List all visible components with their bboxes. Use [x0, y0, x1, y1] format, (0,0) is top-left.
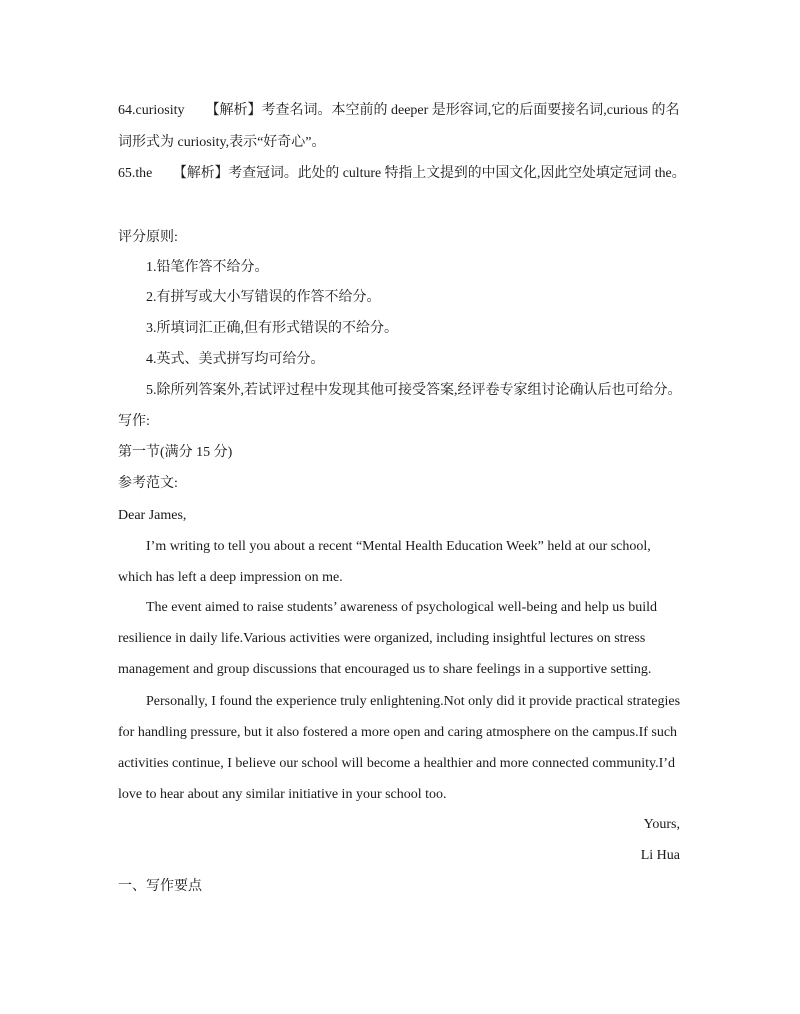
writing-points-heading: 一、写作要点	[118, 879, 202, 894]
letter-line: The event aimed to raise students’ awareness of psychological well-being and help us build	[146, 600, 657, 615]
letter-signature: Li Hua	[640, 848, 680, 863]
answer-64-line-2: 词形式为 curiosity,表示“好奇心”。	[118, 135, 326, 150]
letter-line: which has left a deep impression on me.	[118, 570, 343, 585]
letter-line: management and group discussions that encouraged us to share feelings in a supportive setting.	[118, 662, 652, 677]
answer-64-line-1: 64.curiosity 【解析】考查名词。本空前的 deeper 是形容词,它的后面要接名词,curious 的名	[118, 103, 680, 118]
grading-rule-2: 2.有拼写或大小写错误的作答不给分。	[146, 290, 381, 305]
letter-line: resilience in daily life.Various activities were organized, including insightful lectures on stress	[118, 631, 646, 646]
letter-line: for handling pressure, but it also fostered a more open and caring atmosphere on the campus.If such	[118, 725, 678, 740]
letter-salutation: Dear James,	[118, 508, 187, 523]
grading-rule-5: 5.除所列答案外,若试评过程中发现其他可接受答案,经评卷专家组讨论确认后也可给分。	[146, 383, 682, 398]
writing-section-title: 第一节(满分 15 分)	[118, 445, 233, 460]
letter-line: love to hear about any similar initiative in your school too.	[118, 787, 447, 802]
answer-65: 65.the 【解析】考查冠词。此处的 culture 特指上文提到的中国文化,因此空处填定冠词 the。	[118, 166, 686, 181]
letter-closing: Yours,	[643, 817, 680, 832]
grading-heading: 评分原则:	[118, 230, 178, 245]
sample-essay-label: 参考范文:	[118, 476, 178, 491]
grading-rule-1: 1.铅笔作答不给分。	[146, 260, 269, 275]
grading-rule-3: 3.所填词汇正确,但有形式错误的不给分。	[146, 321, 398, 336]
letter-line: Personally, I found the experience truly enlightening.Not only did it provide practical strategies	[146, 694, 681, 709]
grading-rule-4: 4.英式、美式拼写均可给分。	[146, 352, 325, 367]
letter-line: I’m writing to tell you about a recent “Mental Health Education Week” held at our school,	[146, 539, 651, 554]
writing-heading: 写作:	[118, 414, 150, 429]
letter-line: activities continue, I believe our school will become a healthier and more connected community.I’d	[118, 756, 675, 771]
